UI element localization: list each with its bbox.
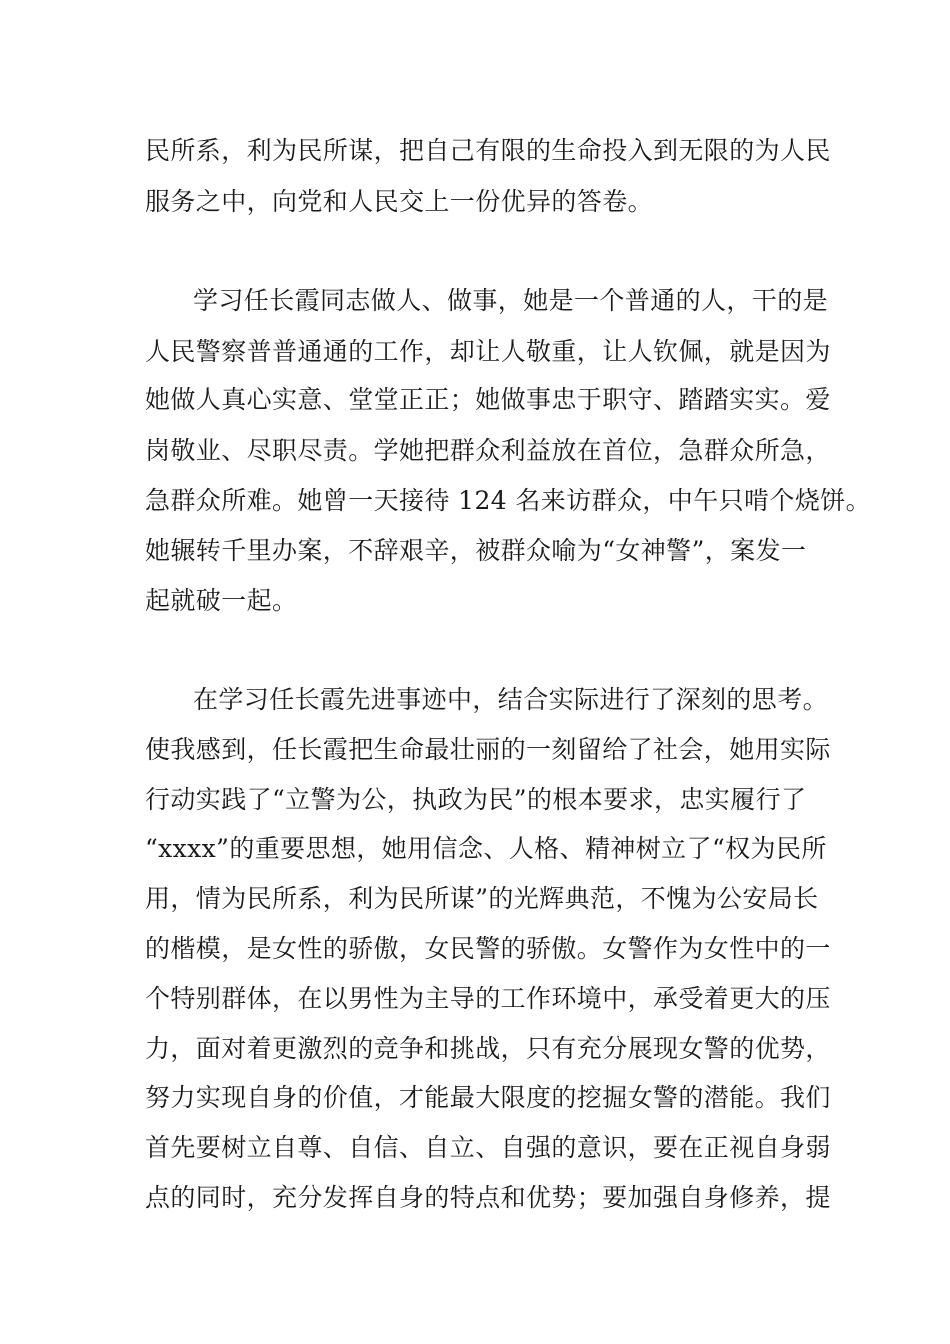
- paragraph-2-line-7: 起就破一起。: [145, 586, 298, 615]
- paragraph-3-line-1: 在学习任长霞先进事迹中，结合实际进行了深刻的思考。: [193, 685, 829, 714]
- paragraph-2-line-1: 学习任长霞同志做人、做事，她是一个普通的人，干的是: [193, 286, 829, 315]
- paragraph-1-line-1: 民所系，利为民所谋，把自己有限的生命投入到无限的为人民: [145, 136, 831, 165]
- paragraph-3-line-2: 使我感到，任长霞把生命最壮丽的一刻留给了社会，她用实际: [145, 735, 831, 764]
- paragraph-3-line-8: 力，面对着更激烈的竞争和挑战，只有充分展现女警的优势，: [145, 1034, 831, 1063]
- paragraph-2-line-3: 她做人真心实意、堂堂正正；她做事忠于职守、踏踏实实。爱: [145, 385, 831, 414]
- paragraph-3-line-6: 的楷模，是女性的骄傲，女民警的骄傲。女警作为女性中的一: [145, 934, 831, 963]
- paragraph-3-line-7: 个特别群体，在以男性为主导的工作环境中，承受着更大的压: [145, 984, 831, 1013]
- paragraph-3-line-3: 行动实践了“立警为公，执政为民”的根本要求，忠实履行了: [145, 785, 807, 814]
- paragraph-2-line-2: 人民警察普普通通的工作，却让人敬重，让人钦佩，就是因为: [145, 337, 831, 366]
- paragraph-3-line-9: 努力实现自身的价值，才能最大限度的挖掘女警的潜能。我们: [145, 1083, 831, 1112]
- paragraph-2-line-4: 岗敬业、尽职尽责。学她把群众利益放在首位，急群众所急，: [145, 436, 831, 465]
- paragraph-3-line-10: 首先要树立自尊、自信、自立、自强的意识，要在正视自身弱: [145, 1133, 831, 1162]
- paragraph-2-line-5: 急群众所难。她曾一天接待 124 名来访群众，中午只啃个烧饼。: [145, 486, 872, 515]
- paragraph-3-line-4: “xxxx”的重要思想，她用信念、人格、精神树立了“权为民所: [145, 834, 827, 863]
- paragraph-2-line-6: 她辗转千里办案，不辞艰辛，被群众喻为“女神警”，案发一: [145, 536, 807, 565]
- paragraph-3-line-5: 用，情为民所系，利为民所谋”的光辉典范，不愧为公安局长: [145, 884, 819, 913]
- paragraph-3-line-11: 点的同时，充分发挥自身的特点和优势；要加强自身修养，提: [145, 1183, 831, 1212]
- paragraph-1-line-2: 服务之中，向党和人民交上一份优异的答卷。: [145, 187, 654, 216]
